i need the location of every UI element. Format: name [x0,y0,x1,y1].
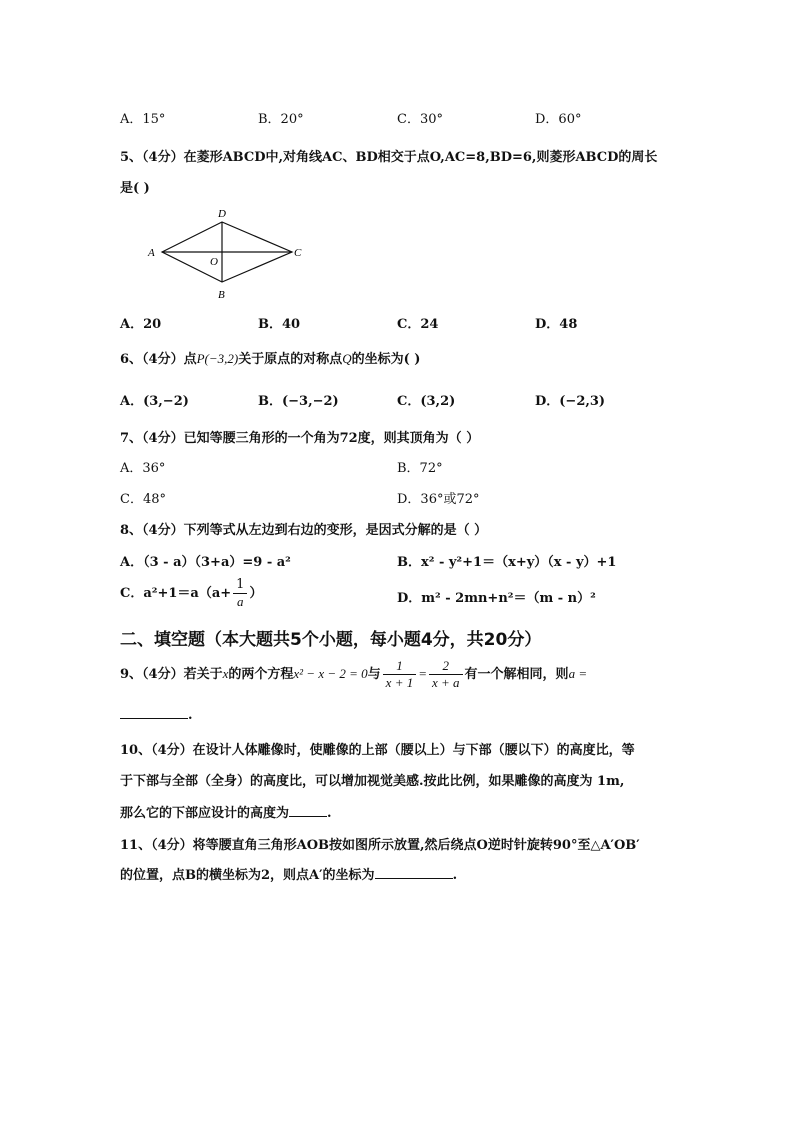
q6-option-d: D．(−2,3) [535,394,606,409]
q9-answer-blank[interactable]: . [120,705,193,723]
q10-line2: 于下部与全部（全身）的高度比，可以增加视觉美感.按此比例，如果雕像的高度为 1m, [120,774,625,789]
label-b: B [218,289,225,301]
q8-option-d: D．m² - 2mn+n²＝（m - n）² [397,591,596,606]
q5-option-d: D．48 [535,317,578,332]
q10-line1: 10、（4分）在设计人体雕像时，使雕像的上部（腰以上）与下部（腰以下）的高度比，等 [120,743,635,758]
q6-option-a: A．(3,−2) [120,394,189,409]
section-2-title: 二、填空题（本大题共5个小题，每小题4分，共20分） [120,630,542,650]
q5-stem-line1: 5、（4分）在菱形ABCD中,对角线AC、BD相交于点O,AC=8,BD=6,则菱形ABCD的周长 [120,150,658,165]
q7-stem: 7、（4分）已知等腰三角形的一个角为72度，则其顶角为（ ） [120,431,480,446]
q5-stem-line2: 是( ) [120,181,150,196]
q5-option-a: A．20 [120,317,162,332]
q5-option-c: C．24 [397,317,439,332]
q9-stem: 9、（4分）若关于x的两个方程x² − x − 2 = 0与 $\frac{1}{x + 1}$ = $\frac{2}{x + a}$ 有一个解相同，则a = [120,658,588,690]
q11-line1: 11、（4分）将等腰直角三角形AOB按如图所示放置,然后绕点O逆时针旋转90°至△A′OB′ [120,838,640,853]
q8-option-a: A．（3 - a）（3+a）=9 - a² [120,555,291,570]
label-a: A [148,247,155,259]
q8-option-b: B．x² - y²+1＝（x+y）（x - y）+1 [397,555,617,570]
q10-line3: 那么它的下部应设计的高度为 . [120,806,332,821]
q6-option-c: C．(3,2) [397,394,456,409]
q7-option-d: D．36°或72° [397,492,480,507]
q6-option-b: B．(−3,−2) [258,394,339,409]
q7-option-c: C．48° [120,492,166,507]
q8-stem: 8、（4分）下列等式从左边到右边的变形，是因式分解的是（ ） [120,523,488,538]
q11-answer-blank[interactable] [375,866,453,879]
rhombus-figure [140,204,310,304]
q10-answer-blank[interactable] [289,804,327,817]
q11-line2: 的位置，点B的横坐标为2，则点A′的坐标为 . [120,868,458,883]
q4-option-a: A．15° [120,112,166,127]
q7-option-a: A．36° [120,461,166,476]
q4-option-b: B．20° [258,112,304,127]
q6-stem: 6、（4分）点P(−3,2)关于原点的对称点Q的坐标为( ) [120,351,421,367]
label-o: O [210,256,218,268]
q7-option-b: B．72° [397,461,443,476]
q5-option-b: B．40 [258,317,301,332]
q4-option-d: D．60° [535,112,582,127]
label-d: D [218,208,226,220]
label-c: C [294,247,302,259]
q8-option-c: C．a²+1＝a（a+ $\frac{1}{a}$ ） [120,577,263,609]
q4-option-c: C．30° [397,112,443,127]
